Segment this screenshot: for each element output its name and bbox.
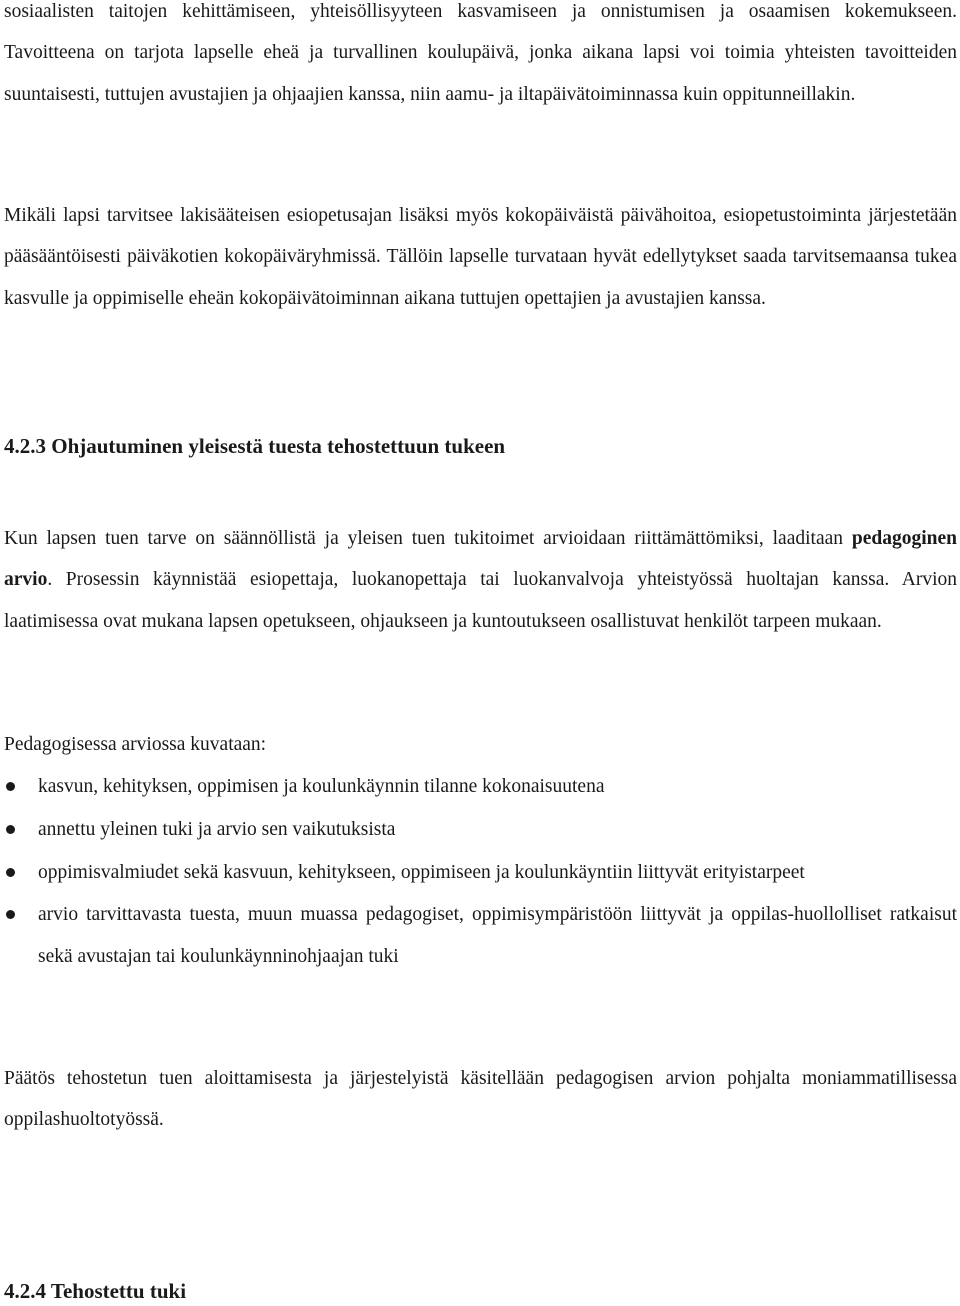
list-item-text: annettu yleinen tuki ja arvio sen vaikutuksista [38,818,396,840]
list-item [4,894,957,977]
section-heading-4-2-4: 4.2.4 Tehostettu tuki [4,1279,187,1303]
list-item [4,766,957,807]
list-item [4,852,957,893]
bullet-icon [6,868,15,877]
bullet-icon [6,782,15,791]
bullet-icon [6,910,15,919]
paragraph-text-start: Kun lapsen tuen tarve on säännöllistä ja yleisen tuen tukitoimet arvioidaan riittämättömiksi, laaditaan [4,528,852,549]
assessment-contents-list [4,766,957,978]
list-item-text: kasvun, kehityksen, oppimisen ja koulunkäynnin tilanne kokonaisuutena [38,776,605,797]
list-item-text: arvio tarvittavasta tuesta, muun muassa pedagogiset, oppimisympäristöön liittyvät ja oppilas-huollolliset ratkaisut sekä avustajan tai koulunkäynninohjaajan tuki [38,904,957,967]
list-item-text: oppimisvalmiudet sekä kasvuun, kehitykseen, oppimiseen ja koulunkäyntiin liittyvät erityistarpeet [38,861,805,883]
list-item [4,809,957,850]
paragraph-decision: Päätös tehostetun tuen aloittamisesta ja järjestelyistä käsitellään pedagogisen arvion pohjalta moniammatillisessa oppilashuoltotyössä. [4,1068,957,1131]
paragraph-list-intro: Pedagogisessa arviossa kuvataan: [4,734,267,755]
paragraph-text-end: . Prosessin käynnistää esiopettaja, luokanopettaja tai luokanvalvoja yhteistyössä huoltajan kanssa. Arvion laatimisessa ovat mukana lapsen opetukseen, ohjaukseen ja kuntoutukseen osallistuvat henkilöt tarpeen mukaan. [4,569,957,632]
section-heading-4-2-3: 4.2.3 Ohjautuminen yleisestä tuesta tehostettuun tukeen [4,434,506,458]
pedagogical-assessment-term: pedagoginen arvio [4,528,957,591]
paragraph-full-day-care: Mikäli lapsi tarvitsee lakisääteisen esiopetusajan lisäksi myös kokopäiväistä päivähoitoa, esiopetustoiminta järjestetään pääsääntöisesti päiväkotien kokopäiväryhmissä. Tällöin lapselle turvataan hyvät edellytykset saada tarvitsemaansa tukea kasvulle ja oppimiselle eheän kokopäivätoiminnan aikana tuttujen opettajien ja avustajien kanssa. [4,205,957,309]
paragraph-pedagogical-assessment [4,518,957,642]
paragraph-intro: sosiaalisten taitojen kehittämiseen, yhteisöllisyyteen kasvamiseen ja onnistumisen ja osaamisen kokemukseen. Tavoitteena on tarjota lapselle eheä ja turvallinen koulupäivä, jonka aikana lapsi voi toimia yhteisten tavoitteiden suuntaisesti, tuttujen avustajien ja ohjaajien kanssa, niin aamu- ja iltapäivätoiminnassa kuin oppitunneillakin. [4,1,957,105]
bullet-icon [6,825,15,834]
